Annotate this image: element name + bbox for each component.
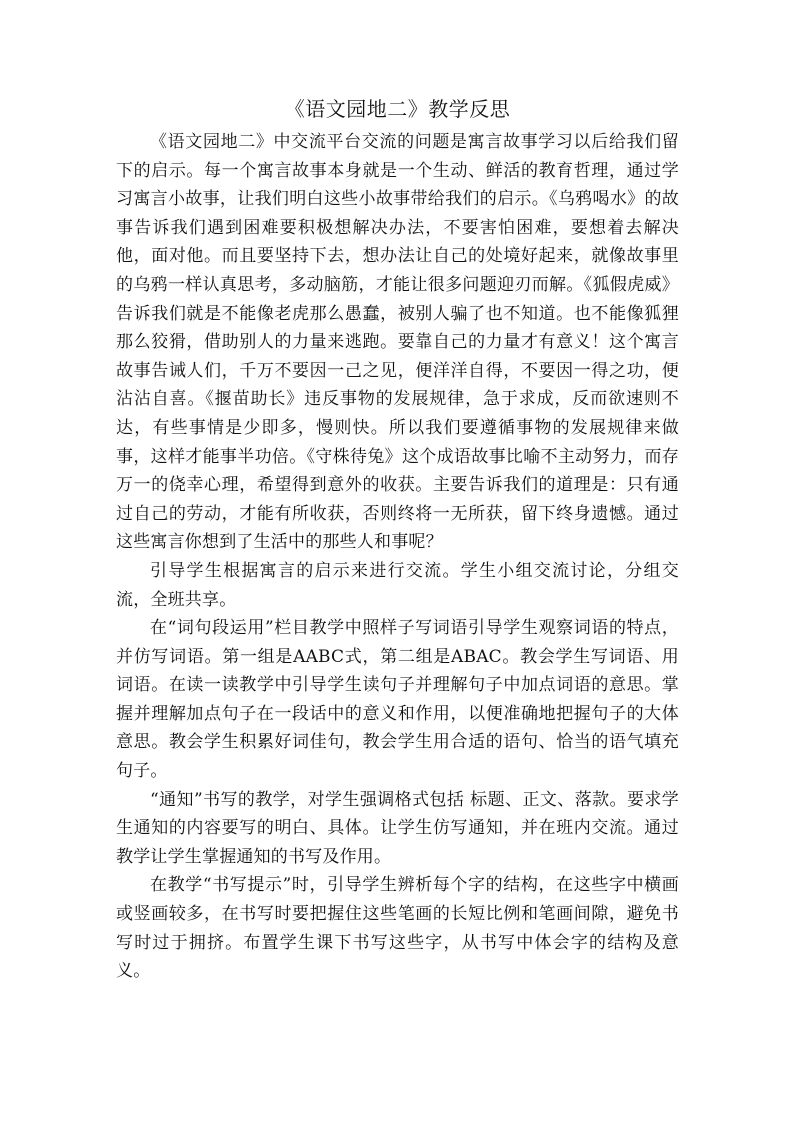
paragraph-word-usage: 在“词句段运用”栏目教学中照样子写词语引导学生观察词语的特点，并仿写词语。第一组是AABC式，第二组是ABAC。教会学生写词语、用词语。在读一读教学中引导学生读句子并理解句子中加点词语的意思。掌握并理解加点句子在一段话中的意义和作用，以便准确地把握句子的大体意思。教会学生积累好词佳句，教会学生用合适的语句、恰当的语气填充句子。 [116,618,679,782]
paragraph-notice-writing: “通知”书写的教学，对学生强调格式包括 标题、正文、落款。要求学生通知的内容要写的明白、具体。让学生仿写通知，并在班内交流。通过教学让学生掌握通知的书写及作用。 [116,789,679,867]
document-body [116,94,679,986]
document-title: 《语文园地二》教学反思 [284,97,511,121]
paragraph-handwriting-tips: 在教学“书写提示”时，引导学生辨析每个字的结构，在这些字中横画或竖画较多，在书写时要把握住这些笔画的长短比例和笔画间隙，避免书写时过于拥挤。布置学生课下书写这些字，从书写中体会字的结构及意义。 [116,875,679,982]
paragraph-group-discussion: 引导学生根据寓言的启示来进行交流。学生小组交流讨论，分组交流，全班共享。 [116,560,679,610]
paragraph-fable-lessons: 《语文园地二》中交流平台交流的问题是寓言故事学习以后给我们留下的启示。每一个寓言故事本身就是一个生动、鲜活的教育哲理，通过学习寓言小故事，让我们明白这些小故事带给我们的启示。《乌鸦喝水》的故事告诉我们遇到困难要积极想解决办法，不要害怕困难，要想着去解决他，面对他。而且要坚持下去，想办法让自己的处境好起来，就像故事里的乌鸦一样认真思考，多动脑筋，才能让很多问题迎刃而解。《狐假虎威》告诉我们就是不能像老虎那么愚蠢，被别人骗了也不知道。也不能像狐狸那么狡猾，借助别人的力量来逃跑。要靠自己的力量才有意义！这个寓言故事告诫人们，千万不要因一己之见，便洋洋自得，不要因一得之功，便沾沾自喜。《揠苗助长》违反事物的发展规律，急于求成，反而欲速则不达，有些事情是少即多，慢则快。所以我们要遵循事物的发展规律来做事，这样才能事半功倍。《守株待兔》这个成语故事比喻不主动努力，而存万一的侥幸心理，希望得到意外的收获。主要告诉我们的道理是：只有通过自己的劳动，才能有所收获，否则终将一无所获，留下终身遗憾。通过这些寓言你想到了生活中的那些人和事呢？ [116,132,679,553]
